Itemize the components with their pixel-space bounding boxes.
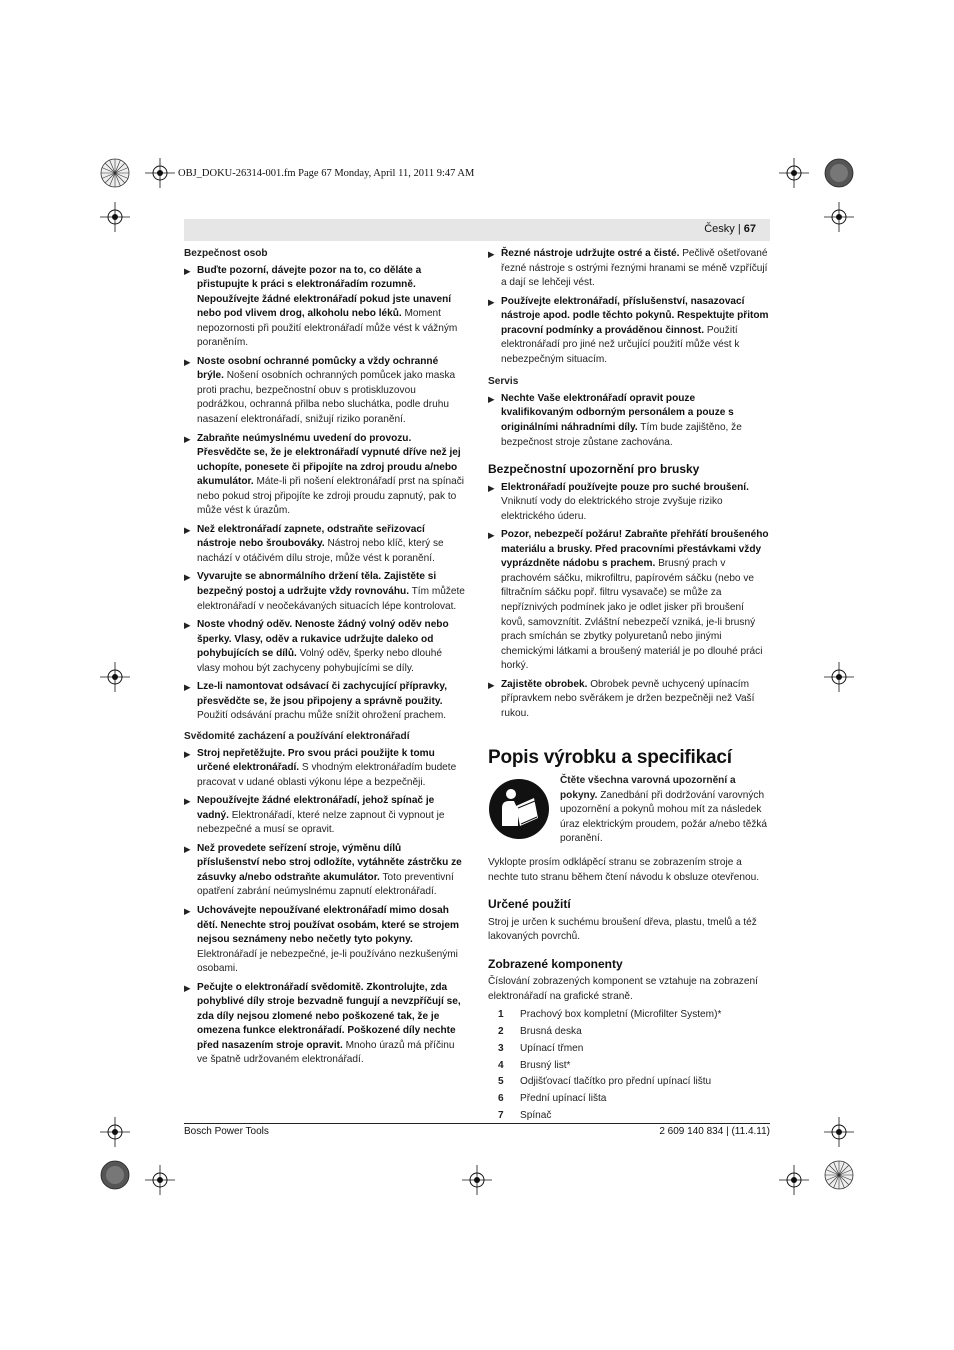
crosshair-mark-icon — [100, 662, 130, 692]
component-item — [488, 1008, 770, 1023]
footer-divider — [184, 1123, 770, 1124]
item-bold: Než elektronářadí zapnete, odstraňte seřizovací nástroje nebo šroubováky. — [197, 523, 425, 550]
component-item — [488, 1025, 770, 1040]
right-column — [488, 247, 770, 1125]
footer-doc-number: 2 609 140 834 | (11.4.11) — [659, 1126, 770, 1137]
crosshair-mark-icon — [462, 1165, 492, 1195]
bullet-triangle-icon: ▶ — [184, 982, 191, 993]
section-heading-servis: Servis — [488, 376, 519, 388]
bullet-triangle-icon: ▶ — [488, 482, 495, 493]
list-item — [184, 747, 466, 791]
list-item — [488, 247, 770, 291]
header-language: Česky — [704, 223, 735, 235]
item-text: Elektronářadí, které nelze zapnout či vypnout je nebezpečné a musí se opravit. — [197, 809, 445, 836]
bullet-triangle-icon: ▶ — [184, 748, 191, 759]
component-number: 4 — [498, 1059, 504, 1071]
item-bold: Řezné nástroje udržujte ostré a čisté. — [501, 248, 680, 259]
item-bold: Pozor, nebezpečí požáru! Zabraňte přehřátí broušeného materiálu a brusky. Před pracovními přestávkami vždy vyprázdněte nádobu s prachem. — [501, 529, 769, 570]
item-text: Použití odsávání prachu může snížit ohrožení prachem. — [197, 710, 447, 722]
section-heading-sander-safety: Bezpečnostní upozornění pro brusky — [488, 462, 700, 477]
component-label: Upínací třmen — [520, 1042, 584, 1054]
registration-mark-icon — [824, 158, 854, 188]
components-list — [488, 1008, 770, 1123]
list-item — [184, 842, 466, 900]
components-heading: Zobrazené komponenty — [488, 956, 623, 971]
item-text: Brusný prach v prachovém sáčku, mikrofiltru, papírovém sáčku (nebo ve filtračním sáčku popř. filtru vysavače) se může za nepříznivých podmínek jako je odlet jisker při broušení kovů, samovznítit. Zvláštní nebezpečí vzniká, je-li brusný prach smíchán se zbytky polyuretanů nebo jinými chemickými látkami a broušený materiál je po dlouhé práci horký. — [501, 558, 763, 672]
bullet-triangle-icon: ▶ — [184, 796, 191, 807]
component-number: 1 — [498, 1009, 504, 1021]
component-label: Přední upínací lišta — [520, 1093, 607, 1104]
bullet-triangle-icon: ▶ — [184, 356, 191, 367]
item-bold: Nechte Vaše elektronářadí opravit pouze kvalifikovaným odborným personálem a pouze s originálními náhradními díly. — [501, 392, 734, 434]
item-bold: Buďte pozorní, dávejte pozor na to, co děláte a přistupujte k práci s elektronářadím rozumně. Nepoužívejte žádné elektronářadí pokud jste unavení nebo pod vlivem drog, alkoholu nebo léků. — [197, 264, 452, 320]
component-label: Brusná deska — [520, 1026, 582, 1038]
registration-mark-icon — [100, 1160, 130, 1190]
item-bold: Stroj nepřetěžujte. Pro svou práci použijte k tomu určené elektronářadí. — [197, 747, 435, 774]
left-column — [184, 247, 466, 1072]
bullet-triangle-icon: ▶ — [184, 572, 191, 583]
list-item — [488, 392, 770, 450]
item-bold: Elektronářadí používejte pouze pro suché broušení. — [501, 481, 749, 493]
section-heading: Bezpečnost osob — [184, 248, 268, 259]
item-bold: Zabraňte neúmyslnému uvedení do provozu. Přesvědčte se, že je elektronářadí vypnuté dříve než jej uchopíte, ponesete či připojíte na zdroj proudu a/nebo akumulátor. — [197, 432, 461, 488]
section-tool-use — [184, 730, 466, 1068]
bullet-triangle-icon: ▶ — [488, 393, 495, 404]
component-number: 3 — [498, 1042, 504, 1054]
list-item — [184, 981, 466, 1068]
registration-mark-icon — [824, 1160, 854, 1190]
bullet-triangle-icon: ▶ — [184, 843, 191, 854]
component-number: 2 — [498, 1026, 504, 1038]
component-label: Brusný list* — [520, 1059, 571, 1071]
crosshair-mark-icon — [145, 1165, 175, 1195]
list-item — [184, 570, 466, 614]
read-manual-icon — [488, 778, 550, 840]
fold-note: Vyklopte prosím odklápěcí stranu se zobrazením stroje a nechte tuto stranu během čtení návodu k obsluze otevřenou. — [488, 856, 760, 883]
footer-brand: Bosch Power Tools — [184, 1126, 269, 1137]
list-item — [184, 432, 466, 519]
item-bold: Pečujte o elektronářadí svědomitě. Zkontrolujte, zda pohyblivé díly stroje bezvadně fungují a nevzpříčují se, zda díly nejsou zlomené nebo poškozené tak, že je omezena funkce elektronářadí. Poškozené díly nechte před nasazením stroje opravit. — [197, 981, 461, 1051]
item-text: Obrobek pevně uchycený upínacím přípravkem nebo svěrákem je držen bezpečněji než Vaší rukou. — [501, 678, 755, 719]
list-item — [488, 528, 770, 673]
item-text: Elektronářadí je nebezpečné, je-li používáno nezkušenými osobami. — [197, 948, 458, 975]
warning-block — [488, 774, 770, 850]
crosshair-mark-icon — [824, 1117, 854, 1147]
item-text: Mnoho úrazů má příčinu ve špatně udržovaném elektronářadí. — [197, 1039, 455, 1066]
component-label: Odjišťovací tlačítko pro přední upínací lištu — [520, 1076, 712, 1088]
item-text: S vhodným elektronářadím budete pracovat v udané oblasti výkonu lépe a bezpečněji. — [197, 762, 457, 788]
header-separator: | — [737, 223, 741, 235]
bullet-triangle-icon: ▶ — [488, 296, 495, 307]
item-text: Volný oděv, šperky nebo dlouhé vlasy mohou být zachyceny pohybujícími se díly. — [197, 648, 442, 674]
header-text — [704, 223, 756, 235]
list-item — [184, 523, 466, 567]
crosshair-mark-icon — [100, 1117, 130, 1147]
crosshair-mark-icon — [100, 202, 130, 232]
item-text: Použití elektronářadí pro jiné než určující použití může vést k nebezpečným situacím. — [501, 324, 740, 365]
warning-body: Zanedbání při dodržování varovných upozornění a pokynů mohou mít za následek úraz elektrickým proudem, požár a/nebo těžká poranění. — [560, 789, 768, 845]
item-bold: Vyvarujte se abnormálního držení těla. Zajistěte si bezpečný postoj a udržujte vždy rovnováhu. — [197, 571, 437, 598]
component-item — [488, 1075, 770, 1090]
crosshair-mark-icon — [145, 158, 175, 188]
item-bold: Než provedete seřízení stroje, výměnu dílů příslušenství nebo stroj odložíte, vytáhněte zástrčku ze zásuvky a/nebo odstraňte akumulátor. — [197, 842, 462, 883]
item-bold: Používejte elektronářadí, příslušenství, nasazovací nástroje apod. podle těchto pokynů. Respektujte přitom pracovní podmínky a prováděnou činnost. — [501, 295, 769, 336]
page-header — [184, 219, 770, 241]
crosshair-mark-icon — [824, 202, 854, 232]
item-text: Vniknutí vody do elektrického stroje zvyšuje riziko elektrického úderu. — [501, 496, 723, 522]
components-intro: Číslování zobrazených komponent se vztahuje na zobrazení elektronářadí na grafické straně. — [488, 976, 758, 1002]
product-title: Popis výrobku a specifikací — [488, 747, 732, 769]
warning-text — [560, 774, 770, 847]
component-item — [488, 1042, 770, 1057]
list-item — [184, 680, 466, 724]
component-item — [488, 1109, 770, 1124]
list-item — [184, 794, 466, 838]
item-text: Pečlivě ošetřované řezné nástroje s ostrými řeznými hranami se méně vzpříčují a dají se lehčeji vést. — [501, 248, 768, 289]
item-text: Moment nepozornosti při použití elektronářadí může vést k vážným poraněním. — [197, 308, 458, 349]
item-bold: Noste vhodný oděv. Nenoste žádný volný oděv nebo šperky. Vlasy, oděv a rukavice udržujte daleko od pohybujících se dílů. — [197, 619, 449, 660]
file-slug: OBJ_DOKU-26314-001.fm Page 67 Monday, April 11, 2011 9:47 AM — [178, 168, 475, 179]
item-bold: Uchovávejte nepoužívané elektronářadí mimo dosah dětí. Nenechte stroj používat osobám, které se strojem nejsou seznámeny nebo nečetly tyto pokyny. — [197, 904, 459, 946]
page-number: 67 — [743, 223, 756, 235]
section-personal-safety — [184, 247, 466, 724]
bullet-triangle-icon: ▶ — [184, 265, 191, 276]
item-bold: Noste osobní ochranné pomůcky a vždy ochranné brýle. — [197, 355, 439, 382]
bullet-triangle-icon: ▶ — [184, 620, 191, 631]
list-item — [184, 904, 466, 977]
bullet-triangle-icon: ▶ — [184, 524, 191, 535]
warning-bold: Čtěte všechna varovná upozornění a pokyny. — [560, 774, 736, 801]
list-item — [488, 295, 770, 368]
list-item — [488, 678, 770, 722]
section-heading: Svědomité zacházení a používání elektronářadí — [184, 730, 410, 742]
list-item — [184, 264, 466, 351]
list-item — [184, 618, 466, 676]
intended-use-heading: Určené použití — [488, 897, 571, 912]
intended-use-text: Stroj je určen k suchému broušení dřeva, plastu, tmelů a též lakovaných povrchů. — [488, 916, 757, 943]
crosshair-mark-icon — [779, 1165, 809, 1195]
item-text: Tím bude zajištěno, že bezpečnost stroje zůstane zachována. — [501, 422, 742, 448]
item-text: Nošení osobních ochranných pomůcek jako maska proti prachu, bezpečnostní obuv s protiskluzovou podrážkou, ochranná přilba nebo sluchátka, podle druhu nasazení elektronářadí, snižují riziko poranění. — [197, 370, 456, 426]
item-text: Tím můžete elektronářadí v neočekávaných situacích lépe kontrolovat. — [197, 586, 465, 612]
item-text: Toto preventivní opatření zabrání neúmyslnému zapnutí elektronářadí. — [197, 871, 454, 898]
item-text: Nástroj nebo klíč, který se nachází v otáčivém dílu stroje, může vést k poranění. — [197, 538, 444, 564]
component-item — [488, 1092, 770, 1107]
item-text: Máte-li při nošení elektronářadí prst na spínači nebo pokud stroj připojíte ke zdroji proudu zapnutý, pak to může vést k úrazům. — [197, 476, 465, 517]
list-item — [488, 481, 770, 525]
component-number: 6 — [498, 1093, 504, 1104]
crosshair-mark-icon — [779, 158, 809, 188]
bullet-triangle-icon: ▶ — [488, 249, 495, 259]
bullet-triangle-icon: ▶ — [488, 530, 495, 541]
crosshair-mark-icon — [824, 662, 854, 692]
component-item — [488, 1059, 770, 1074]
item-bold: Lze-li namontovat odsávací či zachycující přípravky, přesvědčte se, že jsou připojeny a správně použity. — [197, 681, 448, 707]
component-label: Prachový box kompletní (Microfilter System)* — [520, 1009, 722, 1021]
component-number: 5 — [498, 1076, 504, 1088]
list-item — [184, 355, 466, 428]
bullet-triangle-icon: ▶ — [488, 679, 495, 690]
bullet-triangle-icon: ▶ — [184, 905, 191, 916]
component-number: 7 — [498, 1109, 504, 1121]
item-bold: Zajistěte obrobek. — [501, 678, 588, 690]
bullet-triangle-icon: ▶ — [184, 682, 191, 693]
item-bold: Nepoužívejte žádné elektronářadí, jehož spínač je vadný. — [197, 795, 435, 821]
registration-mark-icon — [100, 158, 130, 188]
component-label: Spínač — [520, 1109, 552, 1121]
bullet-triangle-icon: ▶ — [184, 433, 191, 444]
